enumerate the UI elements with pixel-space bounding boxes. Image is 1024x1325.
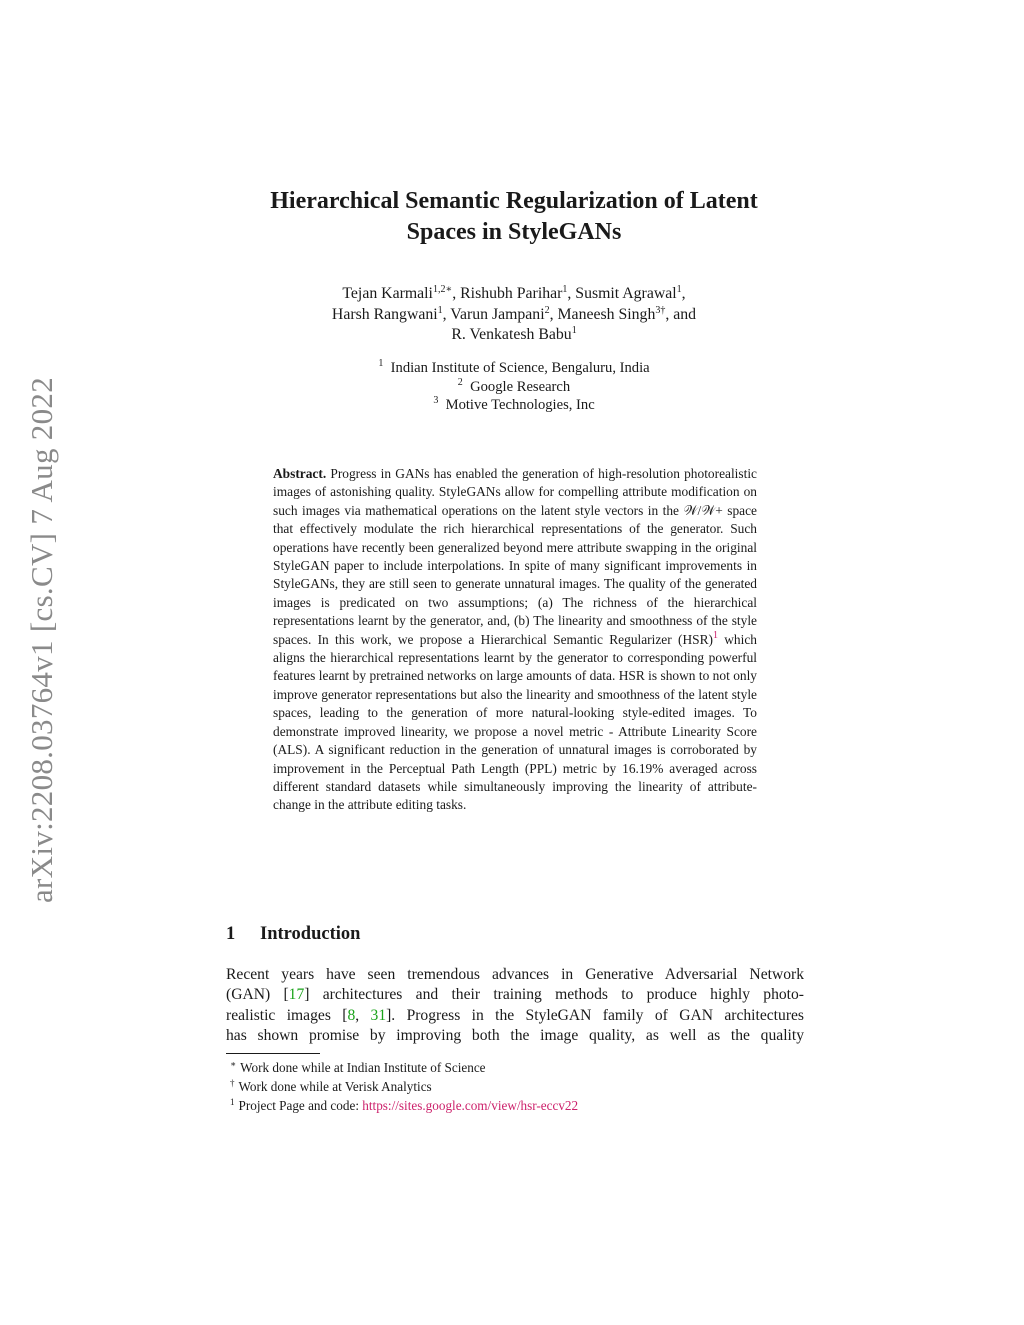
affiliation-text: Google Research [470,378,571,395]
affiliation-text: Indian Institute of Science, Bengaluru, India [390,360,650,376]
author-separator: , [442,305,451,323]
footnote-item [230,1077,790,1096]
intro-text: realistic images [ [226,1006,348,1024]
author-name: R. Venkatesh Babu [451,326,572,343]
section-number: 1 [226,924,236,944]
footnote-mark: 1 [230,1097,235,1108]
author-separator: , [549,305,558,323]
author-separator: , and [665,305,697,323]
title-line-2: Spaces in StyleGANs [406,219,622,245]
intro-line: has shown promise by improving both the image quality, as well as the quality [226,1027,804,1045]
paper-title [200,186,828,248]
author-name: Susmit Agrawal [575,285,677,302]
author-line-1 [200,284,828,305]
arxiv-identifier-text: arXiv:2208.03764v1 [cs.CV] 7 Aug 2022 [24,376,59,904]
footnote-list [230,1058,790,1116]
affiliation-item [200,359,828,378]
footnote-item [230,1058,790,1077]
author-separator: , [567,285,576,302]
author-name: Maneesh Singh [557,305,656,323]
citation-link[interactable]: 17 [288,986,305,1004]
affiliation-number: 3 [433,395,439,406]
author-name: Harsh Rangwani [331,305,438,323]
author-separator: , [681,285,686,302]
footnote-mark: ∗ [230,1059,237,1069]
affiliation-list [200,359,828,415]
intro-text: ] architectures and their training methods to produce highly photo- [304,986,804,1004]
footnote-text: Project Page and code: [238,1098,363,1114]
affiliation-item [200,378,828,397]
intro-paragraph [226,965,804,1047]
section-title: Introduction [260,924,361,944]
author-affiliation-mark: 1 [437,304,443,316]
author-name: Varun Jampani [450,305,545,323]
section-heading [226,922,360,946]
affiliation-item [200,396,828,415]
footnote-text: Work done while at Verisk Analytics [238,1079,432,1095]
footnote-item [230,1096,790,1115]
title-line-1: Hierarchical Semantic Regularization of Latent [270,188,758,214]
affiliation-text: Motive Technologies, Inc [445,397,595,413]
abstract-footnote-ref-link[interactable]: 1 [712,629,718,641]
footnote-divider [226,1053,320,1054]
intro-text: , [355,1006,371,1024]
citation-link[interactable]: 31 [370,1006,387,1024]
affiliation-number: 2 [457,376,463,388]
author-affiliation-mark: 3† [655,304,666,316]
author-separator: , [452,285,461,302]
abstract-block [273,465,757,815]
author-affiliation-mark: 1 [571,325,577,336]
author-line-3 [200,325,828,346]
author-name: Tejan Karmali [342,285,433,302]
author-affiliation-mark: 2 [544,304,550,316]
footnote-text: Work done while at Indian Institute of Science [240,1060,486,1075]
author-affiliation-mark: 1 [562,284,568,295]
intro-line [226,1006,804,1026]
author-name: Rishubh Parihar [460,285,563,302]
author-affiliation-mark: 1,2∗ [432,284,453,295]
affiliation-number: 1 [378,358,384,369]
citation-link[interactable]: 8 [347,1006,356,1024]
author-line-2 [200,305,828,326]
intro-text: ]. Progress in the StyleGAN family of GAN architectures [386,1006,804,1024]
project-page-link[interactable]: https://sites.google.com/view/hsr-eccv22 [362,1098,579,1114]
footnote-mark: † [230,1078,235,1089]
author-list [200,284,828,346]
abstract-text: Progress in GANs has enabled the generation of high-resolution photorealistic images of astonishing quality. StyleGANs allow for compelling attribute modification on such images via mathematical operations on the latent style vectors in the 𝒲/𝒲+ space that effectively modulate the rich hierarchical representations of the generator. Such operations have recently been generalized beyond mere attribute swapping in the original StyleGAN paper to include interpolations. In spite of many significant improvements in StyleGANs, they are still seen to generate unnatural images. The quality of the generated images is predicated on two assumptions; (a) The richness of the hierarchical representations learnt by the generator, and, (b) The linearity and smoothness of the style spaces. In this work, we propose a Hierarchical Semantic Regularizer (HSR) [273,466,757,647]
intro-text: (GAN) [ [226,986,289,1004]
intro-line [226,985,804,1005]
author-affiliation-mark: 1 [676,284,682,295]
abstract-text-continued: which aligns the hierarchical representations learnt by the generator to corresponding powerful features learnt by pretrained networks on large amounts of data. HSR is shown to not only improve generator representations but also the linearity and smoothness of the latent style spaces, leading to the generation of more natural-looking style-edited images. To demonstrate improved linearity, we propose a novel metric - Attribute Linearity Score (ALS). A significant reduction in the generation of unnatural images is corroborated by improvement in the Perceptual Path Length (PPL) metric by 16.19% averaged across different standard datasets while simultaneously improving the linearity of attribute-change in the attribute editing tasks. [273,631,757,813]
intro-line: Recent years have seen tremendous advances in Generative Adversarial Network [226,966,804,983]
abstract-label: Abstract. [273,466,327,481]
